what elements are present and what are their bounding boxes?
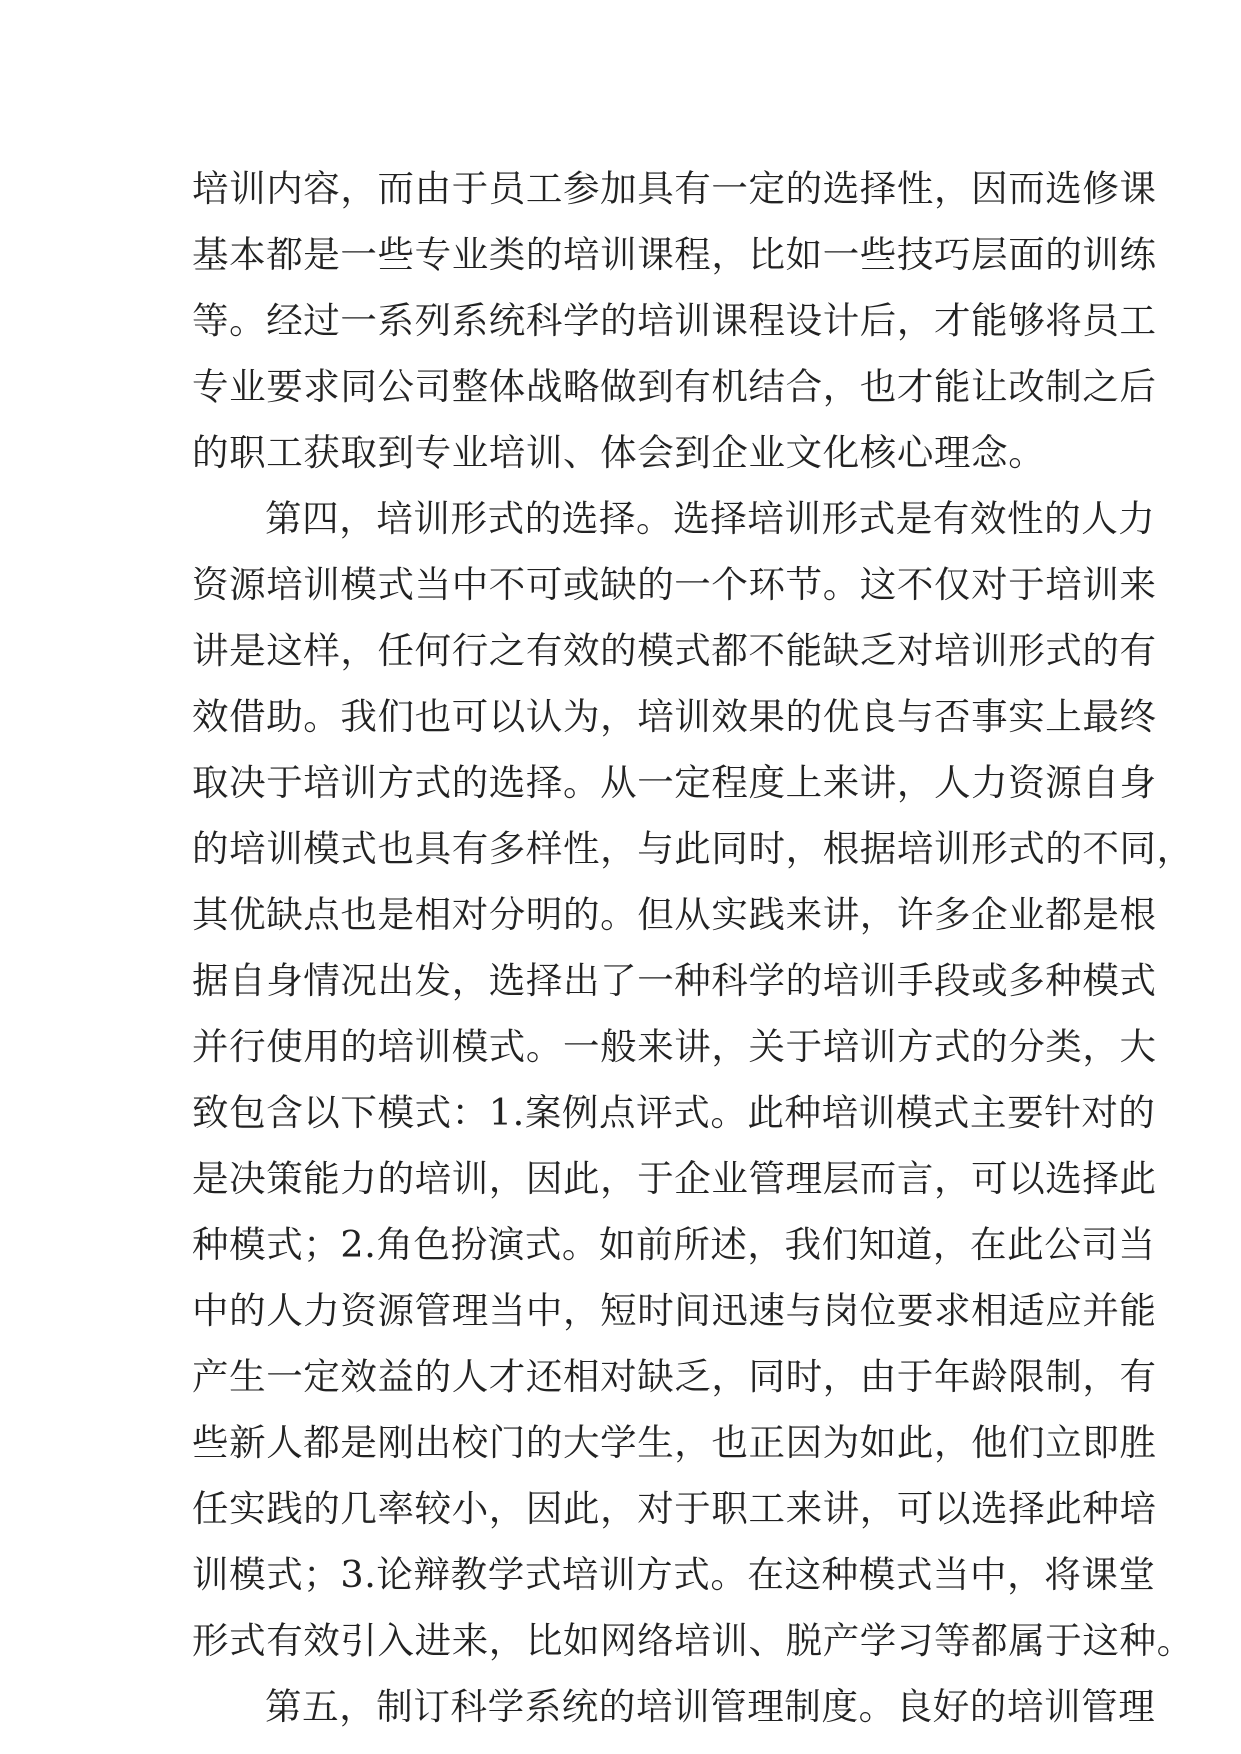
text-line: 任实践的几率较小，因此，对于职工来讲，可以选择此种培 (192, 1487, 1157, 1530)
text-line: 产生一定效益的人才还相对缺乏，同时，由于年龄限制，有 (192, 1355, 1157, 1398)
paragraph-start-line: 第五，制订科学系统的培训管理制度。良好的培训管理 (265, 1685, 1156, 1728)
text-line: 致包含以下模式：1.案例点评式。此种培训模式主要针对的 (192, 1091, 1156, 1134)
body-text (192, 156, 1194, 1740)
text-line: 种模式；2.角色扮演式。如前所述，我们知道，在此公司当 (192, 1223, 1156, 1266)
paragraph-start-line: 第四，培训形式的选择。选择培训形式是有效性的人力 (265, 497, 1156, 540)
text-line: 其优缺点也是相对分明的。但从实践来讲，许多企业都是根 (192, 893, 1157, 936)
text-line: 的培训模式也具有多样性，与此同时，根据培训形式的不同， (192, 827, 1194, 870)
text-line: 并行使用的培训模式。一般来讲，关于培训方式的分类，大 (192, 1025, 1157, 1068)
text-line: 效借助。我们也可以认为，培训效果的优良与否事实上最终 (192, 695, 1157, 738)
text-line: 训模式；3.论辩教学式培训方式。在这种模式当中，将课堂 (192, 1553, 1156, 1596)
text-line: 基本都是一些专业类的培训课程，比如一些技巧层面的训练 (192, 233, 1157, 276)
text-line: 据自身情况出发，选择出了一种科学的培训手段或多种模式 (192, 959, 1157, 1002)
text-line: 是决策能力的培训，因此，于企业管理层而言，可以选择此 (192, 1157, 1157, 1200)
text-line: 的职工获取到专业培训、体会到企业文化核心理念。 (192, 431, 1046, 474)
text-line: 培训内容，而由于员工参加具有一定的选择性，因而选修课 (192, 167, 1157, 210)
text-line: 专业要求同公司整体战略做到有机结合，也才能让改制之后 (192, 365, 1157, 408)
text-line: 中的人力资源管理当中，短时间迅速与岗位要求相适应并能 (192, 1289, 1157, 1332)
text-line: 取决于培训方式的选择。从一定程度上来讲，人力资源自身 (192, 761, 1157, 804)
text-line: 资源培训模式当中不可或缺的一个环节。这不仅对于培训来 (192, 563, 1157, 606)
text-line: 些新人都是刚出校门的大学生，也正因为如此，他们立即胜 (192, 1421, 1157, 1464)
text-line: 形式有效引入进来，比如网络培训、脱产学习等都属于这种。 (192, 1619, 1194, 1662)
text-line: 讲是这样，任何行之有效的模式都不能缺乏对培训形式的有 (192, 629, 1157, 672)
text-line: 等。经过一系列系统科学的培训课程设计后，才能够将员工 (192, 299, 1157, 342)
